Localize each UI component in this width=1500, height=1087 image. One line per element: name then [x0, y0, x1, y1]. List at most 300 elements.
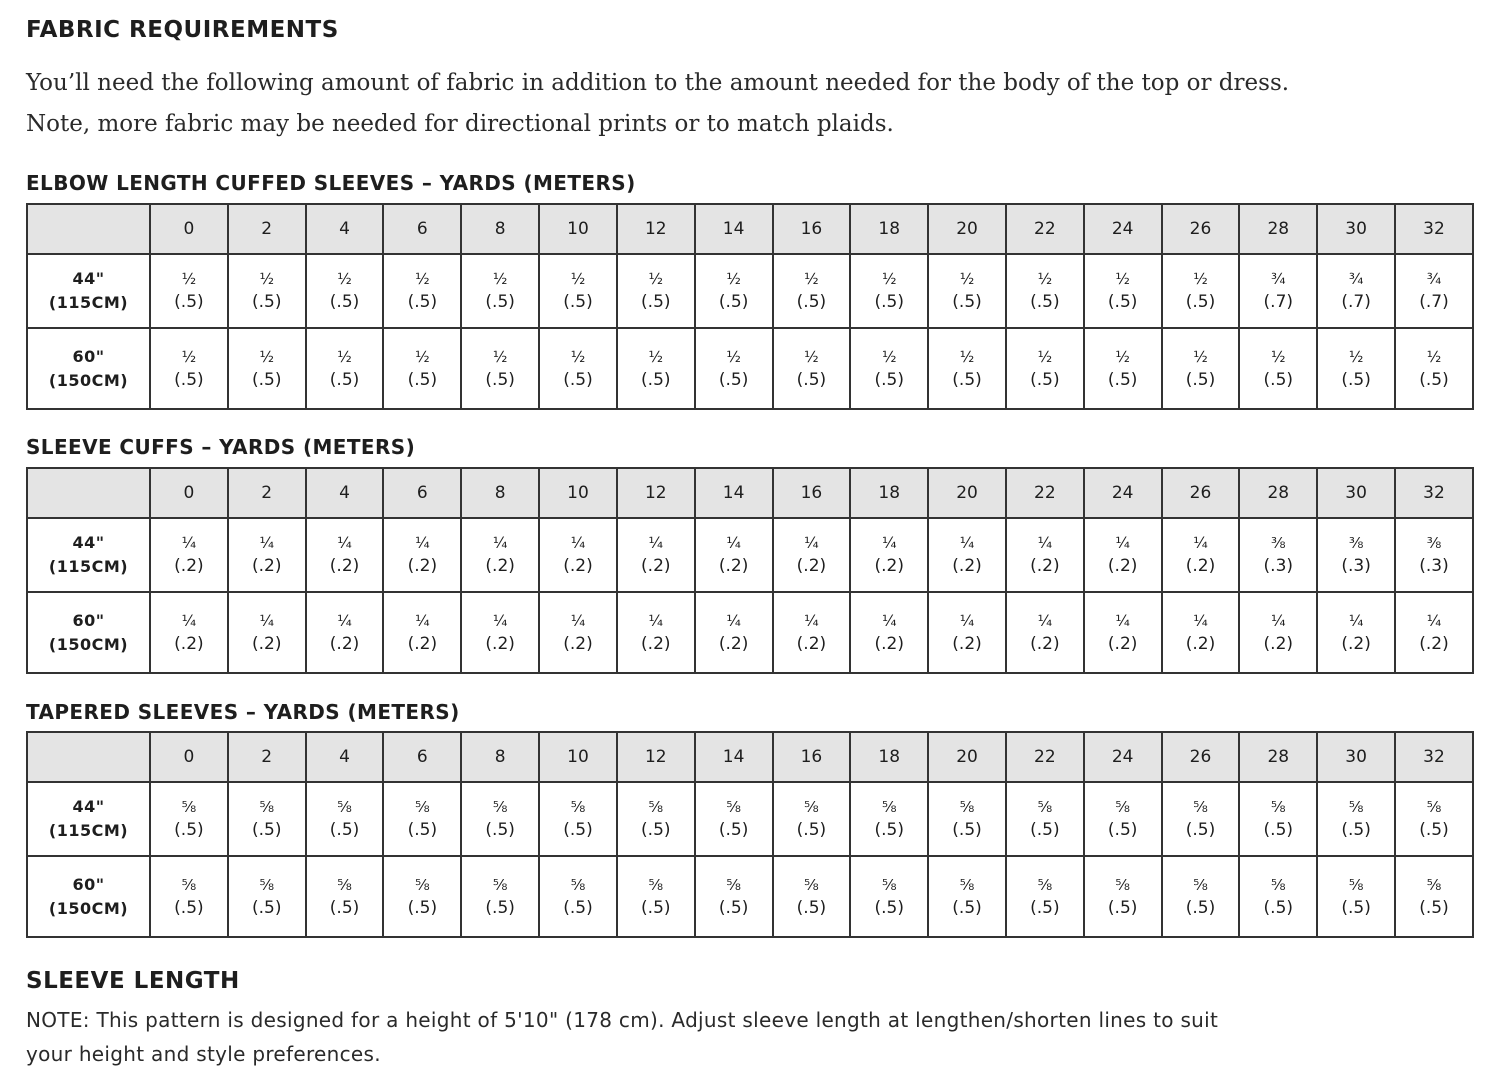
- meters-value: (.3): [1263, 556, 1294, 576]
- meters-value: (.5): [1185, 820, 1216, 840]
- size-header-cell: 12: [617, 732, 695, 782]
- yardage-cell: [1162, 328, 1240, 409]
- yards-value: ¼: [259, 611, 274, 630]
- yardage-cell: [695, 782, 773, 856]
- yards-value: ⅝: [1271, 798, 1286, 816]
- yardage-cell: [617, 518, 695, 592]
- meters-value: (.2): [796, 633, 827, 654]
- size-header-cell: 24: [1084, 468, 1162, 518]
- meters-value: (.7): [1419, 292, 1449, 312]
- yards-value: ½: [648, 347, 664, 366]
- yardage-cell: [1317, 254, 1395, 328]
- meters-value: (.2): [952, 556, 982, 576]
- size-header-cell: 24: [1084, 204, 1162, 254]
- size-header-cell: 20: [928, 468, 1006, 518]
- yardage-cell: [228, 782, 306, 856]
- meters-value: (.5): [563, 897, 593, 918]
- yardage-cell: [461, 782, 539, 856]
- yardage-cell: [228, 518, 306, 592]
- yards-value: ½: [1271, 347, 1286, 366]
- yards-value: ⅝: [181, 875, 197, 894]
- meters-value: (.2): [641, 556, 671, 576]
- yardage-cell: [228, 254, 306, 328]
- meters-value: (.5): [641, 897, 671, 918]
- yardage-cell: [383, 782, 461, 856]
- yardage-cell: [1084, 254, 1162, 328]
- yards-value: ⅝: [648, 875, 664, 894]
- yardage-cell: [1239, 254, 1317, 328]
- size-header-cell: 8: [461, 468, 539, 518]
- yards-value: ¼: [1037, 534, 1053, 552]
- yards-value: ⅝: [181, 798, 197, 816]
- meters-value: (.2): [1030, 556, 1060, 576]
- yards-value: ⅝: [1426, 798, 1442, 816]
- yards-value: ⅝: [1348, 798, 1364, 816]
- meters-value: (.2): [174, 633, 204, 654]
- yards-value: ⅝: [959, 798, 975, 816]
- yards-value: ½: [1037, 347, 1053, 366]
- yards-value: ⅝: [492, 798, 508, 816]
- yardage-cell: [617, 328, 695, 409]
- yardage-cell: [1395, 254, 1473, 328]
- yardage-cell: [539, 782, 617, 856]
- meters-value: (.5): [1185, 292, 1216, 312]
- yards-value: ⅝: [959, 875, 975, 894]
- meters-value: (.5): [641, 292, 671, 312]
- meters-value: (.5): [174, 292, 204, 312]
- meters-value: (.5): [1030, 897, 1060, 918]
- yards-value: ½: [492, 270, 508, 288]
- yards-value: ½: [959, 347, 975, 366]
- size-header-row: [27, 732, 1473, 782]
- yards-value: ⅝: [881, 798, 897, 816]
- size-header-cell: 16: [773, 468, 851, 518]
- meters-value: (.5): [874, 820, 904, 840]
- yards-value: ½: [1037, 270, 1053, 288]
- yards-value: ½: [1193, 270, 1208, 288]
- yards-value: ¼: [492, 611, 508, 630]
- yardage-cell: [150, 254, 228, 328]
- meters-value: (.3): [1419, 556, 1449, 576]
- fabric-width-inches: 44": [72, 797, 105, 816]
- meters-value: (.2): [1107, 556, 1138, 576]
- meters-value: (.5): [1107, 292, 1138, 312]
- yardage-cell: [1239, 856, 1317, 937]
- header-corner-cell: [27, 468, 150, 518]
- yards-value: ⅝: [726, 875, 741, 894]
- meters-value: (.5): [563, 292, 593, 312]
- yards-value: ⅝: [1115, 875, 1130, 894]
- yards-value: ⅝: [337, 798, 352, 816]
- size-header-cell: 8: [461, 732, 539, 782]
- yards-value: ¼: [959, 611, 975, 630]
- size-header-cell: 10: [539, 732, 617, 782]
- size-header-cell: 14: [695, 468, 773, 518]
- yards-value: ¾: [1426, 270, 1442, 288]
- yards-value: ⅝: [1037, 798, 1053, 816]
- size-header-cell: 22: [1006, 732, 1084, 782]
- yardage-cell: [773, 254, 851, 328]
- yardage-cell: [1006, 254, 1084, 328]
- note-line: NOTE: This pattern is designed for a height of 5'10" (178 cm). Adjust sleeve length at lengthen/shorten lines to suit: [26, 1008, 1219, 1032]
- yardage-cell: [1395, 518, 1473, 592]
- meters-value: (.2): [1107, 633, 1138, 654]
- yards-value: ⅝: [259, 798, 274, 816]
- yards-value: ¼: [1348, 611, 1364, 630]
- size-header-cell: 30: [1317, 468, 1395, 518]
- yardage-cell: [1084, 518, 1162, 592]
- yardage-cell: [1317, 782, 1395, 856]
- fabric-width-cell: [27, 518, 150, 592]
- table-row: [27, 254, 1473, 328]
- size-header-cell: 10: [539, 468, 617, 518]
- meters-value: (.5): [1341, 820, 1371, 840]
- yardage-cell: [1084, 856, 1162, 937]
- yards-value: ⅝: [1193, 875, 1208, 894]
- yards-value: ⅝: [492, 875, 508, 894]
- yardage-cell: [773, 782, 851, 856]
- meters-value: (.2): [407, 633, 438, 654]
- yardage-cell: [1395, 592, 1473, 673]
- yardage-cell: [1006, 592, 1084, 673]
- meters-value: (.5): [251, 369, 282, 390]
- yards-value: ½: [1115, 347, 1130, 366]
- yardage-cell: [150, 518, 228, 592]
- fabric-width-cell: [27, 254, 150, 328]
- yards-value: ½: [1115, 270, 1130, 288]
- yardage-cell: [617, 856, 695, 937]
- size-header-cell: 0: [150, 732, 228, 782]
- yards-value: ½: [181, 347, 197, 366]
- yardage-cell: [1162, 518, 1240, 592]
- yardage-cell: [1395, 782, 1473, 856]
- meters-value: (.5): [1030, 820, 1060, 840]
- fabric-width-cm: (115CM): [48, 557, 129, 576]
- sleeve-length-title: SLEEVE LENGTH: [26, 968, 240, 994]
- table-row: [27, 328, 1473, 409]
- yardage-cell: [228, 328, 306, 409]
- yardage-cell: [1162, 856, 1240, 937]
- size-header-cell: 4: [306, 204, 384, 254]
- yards-value: ⅝: [881, 875, 897, 894]
- yardage-cell: [850, 782, 928, 856]
- yardage-cell: [539, 328, 617, 409]
- yardage-cell: [928, 518, 1006, 592]
- meters-value: (.5): [174, 369, 204, 390]
- fabric-width-inches: 60": [72, 346, 105, 366]
- size-header-cell: 22: [1006, 468, 1084, 518]
- size-header-cell: 18: [850, 468, 928, 518]
- yardage-cell: [928, 782, 1006, 856]
- yardage-cell: [539, 592, 617, 673]
- meters-value: (.5): [485, 292, 515, 312]
- table-row: [27, 592, 1473, 673]
- yards-value: ¼: [804, 534, 819, 552]
- size-header-cell: 12: [617, 468, 695, 518]
- meters-value: (.7): [1263, 292, 1294, 312]
- yardage-cell: [1395, 856, 1473, 937]
- meters-value: (.2): [329, 633, 360, 654]
- fabric-width-cell: [27, 328, 150, 409]
- meters-value: (.2): [563, 556, 593, 576]
- meters-value: (.2): [1185, 556, 1216, 576]
- yards-value: ½: [804, 347, 819, 366]
- fabric-width-inches: 60": [72, 610, 105, 630]
- yardage-cell: [150, 328, 228, 409]
- size-header-cell: 6: [383, 732, 461, 782]
- meters-value: (.5): [1030, 369, 1060, 390]
- meters-value: (.2): [563, 633, 593, 654]
- meters-value: (.2): [1419, 633, 1449, 654]
- sleeve-length-note: [26, 1003, 1474, 1071]
- meters-value: (.2): [329, 556, 360, 576]
- size-header-cell: 2: [228, 468, 306, 518]
- fabric-width-cm: (150CM): [48, 370, 129, 390]
- meters-value: (.5): [1185, 897, 1216, 918]
- size-header-cell: 28: [1239, 732, 1317, 782]
- size-header-cell: 20: [928, 204, 1006, 254]
- yardage-cell: [461, 254, 539, 328]
- size-header-cell: 14: [695, 204, 773, 254]
- yardage-cell: [1084, 592, 1162, 673]
- yards-value: ¼: [337, 534, 352, 552]
- yardage-cell: [306, 254, 384, 328]
- yards-value: ¼: [337, 611, 352, 630]
- yards-value: ⅝: [570, 798, 586, 816]
- yardage-cell: [1317, 592, 1395, 673]
- yardage-cell: [1006, 782, 1084, 856]
- meters-value: (.2): [796, 556, 827, 576]
- size-header-cell: 6: [383, 204, 461, 254]
- meters-value: (.2): [718, 556, 749, 576]
- yardage-cell: [1239, 518, 1317, 592]
- yardage-cell: [695, 856, 773, 937]
- meters-value: (.2): [718, 633, 749, 654]
- note-line: your height and style preferences.: [26, 1042, 381, 1066]
- yardage-cell: [695, 592, 773, 673]
- yards-value: ½: [181, 270, 197, 288]
- yardage-cell: [306, 518, 384, 592]
- yardage-cell: [1395, 328, 1473, 409]
- yardage-cell: [928, 856, 1006, 937]
- yards-value: ¼: [959, 534, 975, 552]
- yardage-cell: [228, 856, 306, 937]
- yardage-cell: [1317, 518, 1395, 592]
- yards-value: ½: [259, 347, 274, 366]
- yards-value: ⅝: [1115, 798, 1130, 816]
- size-header-cell: 2: [228, 732, 306, 782]
- yardage-cell: [461, 328, 539, 409]
- intro-line: Note, more fabric may be needed for directional prints or to match plaids.: [26, 111, 894, 137]
- table-heading-sleeve-cuffs: SLEEVE CUFFS – YARDS (METERS): [26, 435, 416, 459]
- table-heading-elbow-cuffed: ELBOW LENGTH CUFFED SLEEVES – YARDS (METERS): [26, 171, 636, 195]
- size-header-cell: 22: [1006, 204, 1084, 254]
- yardage-cell: [461, 856, 539, 937]
- size-header-cell: 4: [306, 468, 384, 518]
- meters-value: (.5): [251, 820, 282, 840]
- yardage-cell: [461, 592, 539, 673]
- yards-value: ½: [570, 347, 586, 366]
- size-header-cell: 26: [1162, 204, 1240, 254]
- meters-value: (.5): [485, 369, 515, 390]
- yards-value: ¼: [1115, 611, 1130, 630]
- meters-value: (.5): [1263, 820, 1294, 840]
- yards-value: ½: [1426, 347, 1442, 366]
- meters-value: (.5): [251, 897, 282, 918]
- yards-value: ⅝: [415, 798, 430, 816]
- yardage-cell: [150, 782, 228, 856]
- meters-value: (.5): [1263, 369, 1294, 390]
- yards-value: ⅝: [648, 798, 664, 816]
- meters-value: (.5): [1107, 897, 1138, 918]
- size-header-row: [27, 468, 1473, 518]
- meters-value: (.2): [874, 556, 904, 576]
- size-header-cell: 18: [850, 732, 928, 782]
- yards-value: ½: [337, 347, 352, 366]
- size-header-cell: 26: [1162, 468, 1240, 518]
- meters-value: (.5): [1030, 292, 1060, 312]
- meters-value: (.5): [329, 369, 360, 390]
- size-header-cell: 16: [773, 204, 851, 254]
- yards-value: ⅝: [337, 875, 352, 894]
- meters-value: (.5): [796, 897, 827, 918]
- intro-paragraph: [26, 63, 1474, 145]
- meters-value: (.5): [251, 292, 282, 312]
- yards-value: ¼: [415, 611, 430, 630]
- yardage-cell: [1239, 782, 1317, 856]
- yards-value: ⅝: [415, 875, 430, 894]
- yardage-cell: [1239, 592, 1317, 673]
- yardage-cell: [383, 254, 461, 328]
- meters-value: (.5): [796, 369, 827, 390]
- yards-value: ⅝: [1348, 875, 1364, 894]
- yardage-cell: [928, 592, 1006, 673]
- yardage-cell: [1162, 782, 1240, 856]
- table-tapered-sleeves: [26, 731, 1474, 938]
- yards-value: ⅝: [726, 798, 741, 816]
- yards-value: ½: [1348, 347, 1364, 366]
- meters-value: (.5): [1419, 897, 1449, 918]
- yards-value: ½: [881, 270, 897, 288]
- size-header-cell: 28: [1239, 468, 1317, 518]
- yardage-cell: [383, 328, 461, 409]
- fabric-width-cell: [27, 856, 150, 937]
- size-header-row: [27, 204, 1473, 254]
- size-header-cell: 2: [228, 204, 306, 254]
- yardage-cell: [617, 592, 695, 673]
- yardage-cell: [850, 592, 928, 673]
- meters-value: (.5): [563, 820, 593, 840]
- meters-value: (.5): [641, 369, 671, 390]
- yards-value: ¼: [648, 611, 664, 630]
- meters-value: (.5): [407, 820, 438, 840]
- meters-value: (.2): [251, 633, 282, 654]
- table-sleeve-cuffs: [26, 467, 1474, 674]
- fabric-width-inches: 44": [72, 533, 105, 552]
- yardage-cell: [150, 592, 228, 673]
- yardage-cell: [695, 518, 773, 592]
- meters-value: (.2): [1185, 633, 1216, 654]
- table-row: [27, 518, 1473, 592]
- fabric-width-cm: (150CM): [48, 634, 129, 654]
- size-header-cell: 32: [1395, 204, 1473, 254]
- meters-value: (.5): [874, 369, 904, 390]
- yards-value: ¼: [726, 611, 741, 630]
- table-row: [27, 856, 1473, 937]
- yards-value: ¼: [570, 611, 586, 630]
- meters-value: (.2): [874, 633, 904, 654]
- meters-value: (.2): [1030, 633, 1060, 654]
- meters-value: (.5): [796, 820, 827, 840]
- yardage-cell: [850, 856, 928, 937]
- size-header-cell: 0: [150, 468, 228, 518]
- yards-value: ⅜: [1348, 534, 1364, 552]
- meters-value: (.5): [718, 292, 749, 312]
- meters-value: (.5): [485, 897, 515, 918]
- yardage-cell: [1084, 782, 1162, 856]
- yardage-cell: [1006, 856, 1084, 937]
- yardage-cell: [617, 782, 695, 856]
- yards-value: ⅝: [804, 875, 819, 894]
- yardage-cell: [1317, 856, 1395, 937]
- yards-value: ½: [337, 270, 352, 288]
- meters-value: (.5): [563, 369, 593, 390]
- fabric-width-inches: 44": [72, 269, 105, 288]
- meters-value: (.5): [952, 820, 982, 840]
- meters-value: (.5): [1341, 369, 1371, 390]
- meters-value: (.2): [407, 556, 438, 576]
- yardage-cell: [1006, 518, 1084, 592]
- meters-value: (.5): [407, 292, 438, 312]
- yardage-cell: [539, 518, 617, 592]
- size-header-cell: 32: [1395, 468, 1473, 518]
- yardage-cell: [850, 254, 928, 328]
- yards-value: ¼: [1426, 611, 1442, 630]
- meters-value: (.2): [1341, 633, 1371, 654]
- size-header-cell: 32: [1395, 732, 1473, 782]
- meters-value: (.5): [329, 820, 360, 840]
- yards-value: ¾: [1348, 270, 1364, 288]
- yardage-cell: [539, 254, 617, 328]
- meters-value: (.2): [485, 556, 515, 576]
- meters-value: (.5): [718, 820, 749, 840]
- yards-value: ⅝: [1271, 875, 1286, 894]
- size-header-cell: 26: [1162, 732, 1240, 782]
- yards-value: ¼: [181, 534, 197, 552]
- meters-value: (.5): [952, 369, 982, 390]
- size-header-cell: 8: [461, 204, 539, 254]
- size-header-cell: 0: [150, 204, 228, 254]
- yardage-cell: [306, 782, 384, 856]
- size-header-cell: 18: [850, 204, 928, 254]
- meters-value: (.5): [407, 897, 438, 918]
- meters-value: (.5): [718, 369, 749, 390]
- meters-value: (.2): [641, 633, 671, 654]
- fabric-width-inches: 60": [72, 874, 105, 894]
- yards-value: ¼: [726, 534, 741, 552]
- yards-value: ½: [648, 270, 664, 288]
- yards-value: ⅜: [1271, 534, 1286, 552]
- fabric-width-cm: (115CM): [48, 293, 129, 312]
- yards-value: ½: [1193, 347, 1208, 366]
- fabric-width-cm: (115CM): [48, 821, 129, 840]
- yards-value: ¼: [1193, 611, 1208, 630]
- header-corner-cell: [27, 204, 150, 254]
- yards-value: ½: [492, 347, 508, 366]
- yards-value: ¼: [415, 534, 430, 552]
- fabric-width-cell: [27, 592, 150, 673]
- meters-value: (.2): [1263, 633, 1294, 654]
